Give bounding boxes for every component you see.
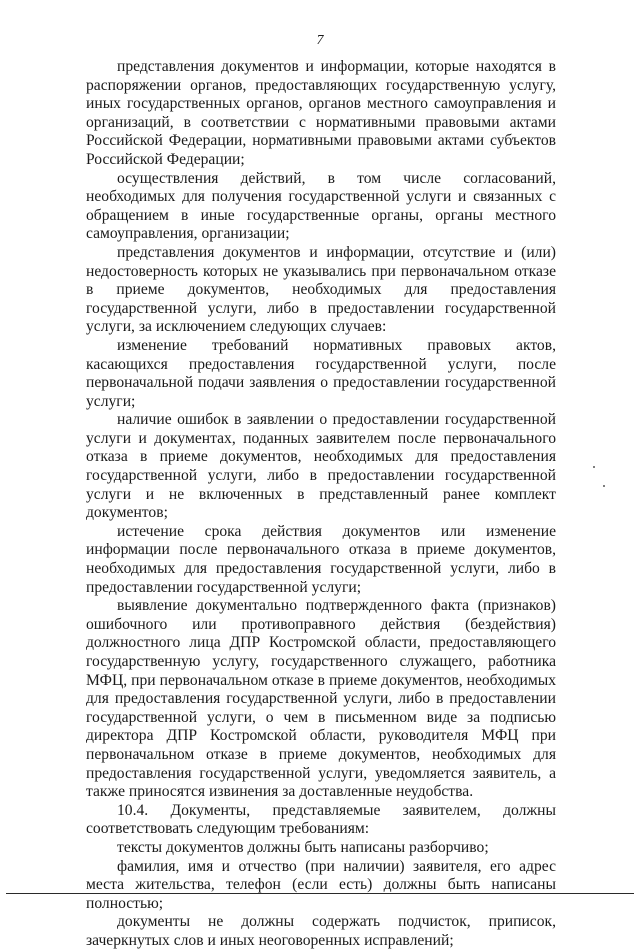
- paragraph: наличие ошибок в заявлении о предоставлении государственной услуги и документах, поданных заявителем после первоначального отказа в приеме документов, необходимых для предоставления государственной услуги, либо в предоставлении государственной услуги и не включенных в представленный ранее комплект документов;: [86, 411, 556, 522]
- paragraph: тексты документов должны быть написаны разборчиво;: [117, 838, 489, 856]
- paragraph: представления документов и информации, которые находятся в распоряжении органов, предоставляющих государственную услугу, иных государственных органов, органов местного самоуправления и организаций, в соответствии с нормативными правовыми актами Российской Федерации, нормативными правовыми актами субъектов Российской Федерации;: [86, 58, 556, 168]
- page-bottom-edge: [6, 893, 634, 894]
- paragraph: осуществления действий, в том числе согласований, необходимых для получения государственной услуги и связанных с обращением в иные государственные органы, органы местного самоуправления, организации;: [86, 169, 556, 243]
- document-body: [86, 58, 556, 951]
- paragraph: изменение требований нормативных правовых актов, касающихся предоставления государственной услуги, после первоначальной подачи заявления о предоставлении государственной услуги;: [86, 336, 556, 410]
- paragraph: выявление документально подтвержденного факта (признаков) ошибочного или противоправного действия (бездействия) должностного лица ДПР Костромской области, предоставляющего государственную услугу, государственного служащего, работника МФЦ, при первоначальном отказе в приеме документов, необходимых для предоставления государственной услуги, либо в предоставлении государственной услуги, о чем в письменном виде за подписью директора ДПР Костромской области, руководителя МФЦ при первоначальном отказе в приеме документов, необходимых для предоставления государственной услуги, уведомляется заявитель, а также приносятся извинения за доставленные неудобства.: [86, 597, 556, 801]
- paragraph: представления документов и информации, отсутствие и (или) недостоверность которых не указывались при первоначальном отказе в приеме документов, необходимых для предоставления государственной услуги, либо в предоставлении государственной услуги, за исключением следующих случаев:: [86, 243, 556, 336]
- scan-speck: [603, 485, 605, 487]
- section-heading-paragraph: 10.4. Документы, представляемые заявителем, должны соответствовать следующим требованиям:: [86, 801, 556, 838]
- scan-speck: [593, 466, 595, 468]
- paragraph: фамилия, имя и отчество (при наличии) заявителя, его адрес места жительства, телефон (если есть) должны быть написаны полностью;: [86, 857, 556, 912]
- page-number: 7: [316, 33, 324, 48]
- paragraph: истечение срока действия документов или изменение информации после первоначального отказа в приеме документов, необходимых для предоставления государственной услуги, либо в предоставлении государственной услуги;: [86, 522, 556, 596]
- paragraph: документы не должны содержать подчисток, приписок, зачеркнутых слов и иных неоговоренных исправлений;: [86, 913, 556, 949]
